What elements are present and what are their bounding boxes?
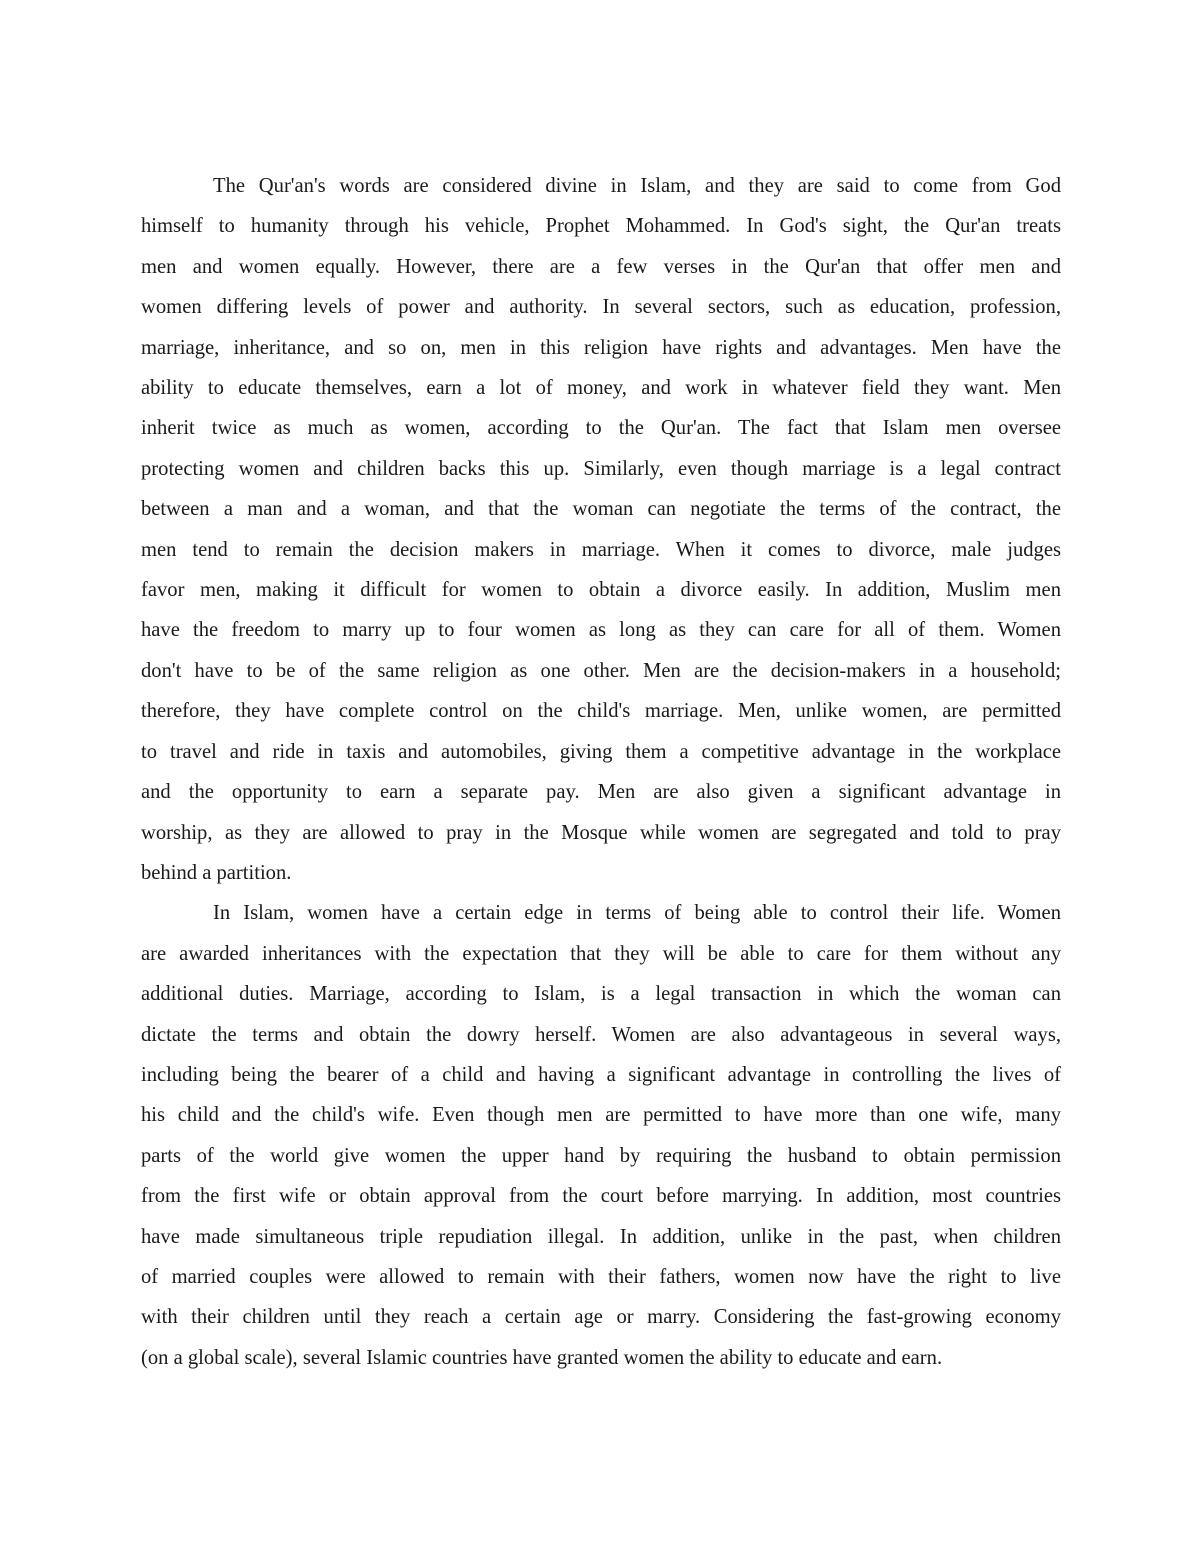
text-line: (on a global scale), several Islamic countries have granted women the ability to educate and earn. xyxy=(141,1346,943,1369)
text-line: with their children until they reach a certain age or marry. Considering the fast-growing economy xyxy=(141,1306,1061,1329)
text-line: inherit twice as much as women, according to the Qur'an. The fact that Islam men oversee xyxy=(141,417,1061,440)
text-line: marriage, inheritance, and so on, men in this religion have rights and advantages. Men have the xyxy=(141,336,1061,359)
text-line: worship, as they are allowed to pray in the Mosque while women are segregated and told to pray xyxy=(141,821,1061,844)
text-line: ability to educate themselves, earn a lot of money, and work in whatever field they want. Men xyxy=(141,377,1061,400)
text-line: his child and the child's wife. Even though men are permitted to have more than one wife, many xyxy=(141,1104,1061,1127)
text-line: and the opportunity to earn a separate pay. Men are also given a significant advantage in xyxy=(141,781,1061,804)
paragraph xyxy=(141,166,1061,893)
text-line: of married couples were allowed to remain with their fathers, women now have the right to live xyxy=(141,1265,1061,1288)
text-line: behind a partition. xyxy=(141,861,292,884)
text-line: have the freedom to marry up to four women as long as they can care for all of them. Women xyxy=(141,619,1061,642)
text-line: from the first wife or obtain approval from the court before marrying. In addition, most countries xyxy=(141,1185,1061,1208)
text-line: The Qur'an's words are considered divine in Islam, and they are said to come from God xyxy=(213,175,1061,197)
text-line: favor men, making it difficult for women to obtain a divorce easily. In addition, Muslim men xyxy=(141,579,1061,602)
text-line: additional duties. Marriage, according to Islam, is a legal transaction in which the woman can xyxy=(141,983,1061,1006)
body-text xyxy=(141,166,1061,1378)
text-line: don't have to be of the same religion as one other. Men are the decision-makers in a household; xyxy=(141,659,1061,682)
text-line: have made simultaneous triple repudiation illegal. In addition, unlike in the past, when children xyxy=(141,1225,1061,1248)
text-line: men and women equally. However, there are a few verses in the Qur'an that offer men and xyxy=(141,255,1061,278)
text-line: women differing levels of power and authority. In several sectors, such as education, profession, xyxy=(141,296,1061,319)
text-line: In Islam, women have a certain edge in terms of being able to control their life. Women xyxy=(213,902,1061,925)
text-line: men tend to remain the decision makers in marriage. When it comes to divorce, male judges xyxy=(141,538,1061,561)
text-line: to travel and ride in taxis and automobiles, giving them a competitive advantage in the workplace xyxy=(141,740,1061,763)
text-line: himself to humanity through his vehicle, Prophet Mohammed. In God's sight, the Qur'an treats xyxy=(141,215,1061,238)
paragraph xyxy=(141,893,1061,1378)
text-line: between a man and a woman, and that the woman can negotiate the terms of the contract, the xyxy=(141,498,1061,521)
text-line: dictate the terms and obtain the dowry herself. Women are also advantageous in several ways, xyxy=(141,1023,1061,1046)
text-line: therefore, they have complete control on the child's marriage. Men, unlike women, are permitted xyxy=(141,700,1061,723)
text-line: are awarded inheritances with the expectation that they will be able to care for them without any xyxy=(141,942,1061,965)
text-line: including being the bearer of a child and having a significant advantage in controlling the lives of xyxy=(141,1063,1061,1086)
text-line: protecting women and children backs this up. Similarly, even though marriage is a legal contract xyxy=(141,457,1061,480)
text-line: parts of the world give women the upper hand by requiring the husband to obtain permission xyxy=(141,1144,1061,1167)
